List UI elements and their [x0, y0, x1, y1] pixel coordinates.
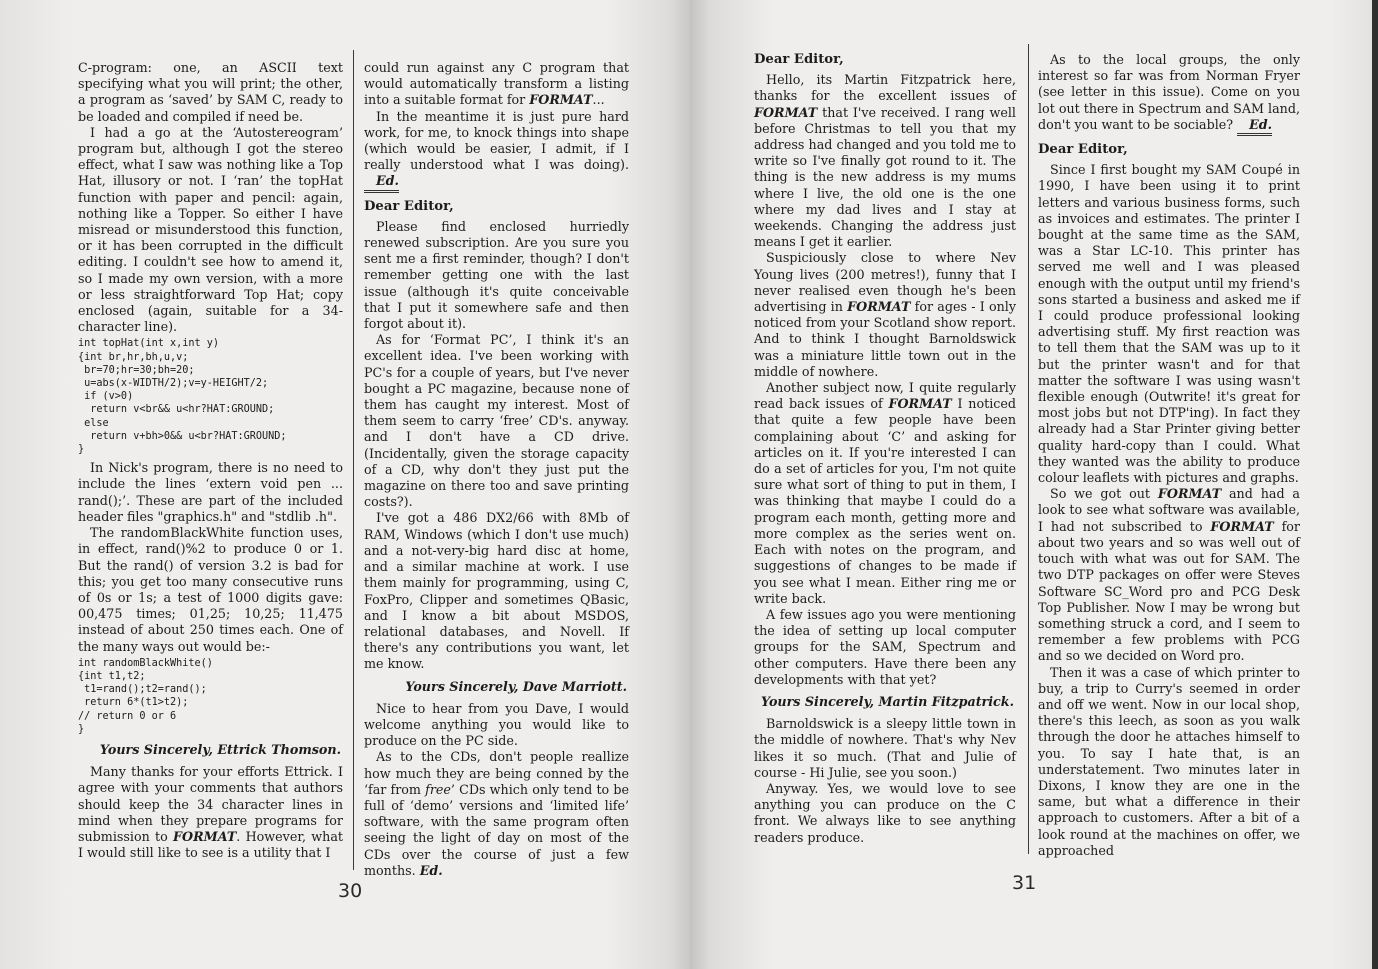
paragraph: Since I first bought my SAM Coupé in 1990, I have been using it to print letters and various business forms, such as invoices and estimates. The printer I bought at the same time as the SAM, was a Star LC-10. This printer has served me well and I was pleased enough with the output until my friend's sons started a business and asked me if I could produce professional looking advertising stuff. My first reaction was to tell them that the SAM was up to it but the printer wasn't and for that matter the software I was using wasn't flexible enough (Outwrite! it's great for most jobs but not DTP'ing). In fact they already had a Star Printer giving better quality hard-copy than I could. What they wanted was the ability to produce colour leaflets with pictures and graphs.	[1038, 162, 1300, 486]
paragraph: C-program: one, an ASCII text specifying what you will print; the other, a program as ‘saved’ by SAM C, ready to be loaded and compiled if need be.	[78, 60, 343, 124]
signature-martin-fitzpatrick: Yours Sincerely, Martin Fitzpatrick.	[760, 693, 1014, 709]
column-divider	[353, 50, 354, 870]
page-31-column-1	[754, 52, 1016, 846]
paragraph: I've got a 486 DX2/66 with 8Mb of RAM, Windows (which I don't use much) and a not-very-big hard disc at home, and a similar machine at work. I use them mainly for programming, using C, FoxPro, Clipper and sometimes QBasic, and I know a bit about MSDOS, relational databases, and Novell. If there's any contributions you want, let me know.	[364, 510, 629, 672]
paragraph: Anyway. Yes, we would love to see anything you can produce on the C front. We always like to see anything readers produce.	[754, 780, 1016, 845]
paragraph: Barnoldswick is a sleepy little town in the middle of nowhere. That's why Nev likes it so much. (That and Julie of course - Hi Julie, see you soon.)	[754, 716, 1016, 780]
paragraph: Many thanks for your efforts Ettrick. I agree with your comments that authors should keep the 34 character lines in mind when they prepare programs for submission to FORMAT. However, what I would still like to see is a utility that I	[78, 764, 343, 861]
editor-sign: Ed.	[376, 173, 399, 189]
paragraph: could run against any C program that would automatically transform a listing into a suitable format for FORMAT...	[364, 60, 629, 108]
page-31-column-2	[1038, 52, 1300, 859]
letter-heading: Dear Editor,	[754, 52, 844, 67]
paragraph: As for ‘Format PC’, I think it's an excellent idea. I've been working with PC's for a couple of years, but I've never bought a PC magazine, because none of them has caught my interest. Most of them seem to carry ‘free’ CD's. anyway. and I don't have a CD drive. (Incidentally, given the storage capacity of a CD, why don't they just put the magazine on there too and save printing costs?).	[364, 332, 629, 510]
code-listing-random: int randomBlackWhite() {int t1,t2; t1=rand();t2=rand(); return 6*(t1>t2); // return 0 or 6 }	[78, 657, 213, 735]
paragraph: Hello, its Martin Fitzpatrick here, thanks for the excellent issues of FORMAT that I've received. I rang well before Christmas to tell you that my address had changed and you told me to write so I've finally got round to it. The thing is the new address is my mums where I live, the old one is the one where my dad lives and I stay at weekends. Changing the address just means I get it earlier.	[754, 72, 1016, 250]
paragraph: So we got out FORMAT and had a look to see what software was available, I had not subscribed to FORMAT for about two years and so was well out of touch with what was out for SAM. The two DTP packages on offer were Steves Software SC_Word pro and PCG Desk Top Publisher. Now I may be wrong but something struck a cord, and I seem to remember a few problems with PCG and so we decided on Word pro.	[1038, 486, 1300, 664]
paragraph: Another subject now, I quite regularly read back issues of FORMAT I noticed that quite a few people have been complaining about ‘C’ and asking for articles on it. If you're interested I can do a set of articles for you, I'm not quite sure what sort of thing to put in them, I was thinking that maybe I could do a program each month, getting more and more complex as the series went on. Each with notes on the program, and suggestions of changes to be made if you see what I mean. Either ring me or write back.	[754, 380, 1016, 606]
paragraph: In the meantime it is just pure hard work, for me, to knock things into shape (which would be easier, I admit, if I really understood what I was doing). Ed.	[364, 109, 629, 193]
paragraph: As to the CDs, don't people reallize how much they are being conned by the ‘far from free’ CDs which only tend to be full of ‘demo’ versions and ‘limited life’ software, with the same program often seeing the light of day on most of the CDs over the course of just a few months. Ed.	[364, 749, 629, 878]
page-30-column-2	[364, 60, 629, 879]
page-number: 31	[1012, 872, 1037, 894]
format-mark: FORMAT	[173, 828, 237, 844]
page-31	[690, 0, 1372, 969]
paragraph: I had a go at the ‘Autostereogram’ program but, although I got the stereo effect, what I saw was nothing like a Top Hat, illusory or not. I ‘ran’ the topHat function with paper and pencil: again, nothing like a Topper. So either I have misread or misunderstood this function, or it has been corrupted in the difficult editing. I couldn't see how to amend it, so I made my own version, with a more or less straightforward Top Hat; copy enclosed (again, suitable for a 34-character line).	[78, 124, 343, 335]
page-number: 30	[338, 880, 363, 902]
signature-dave-marriott: Yours Sincerely, Dave Marriott.	[405, 678, 627, 694]
paragraph: Then it was a case of which printer to buy, a trip to Curry's seemed in order and off we went. Now in our local shop, there's this leech, as soon as you walk through the door he attaches himself to you. To say I hate that, is an understatement. Two minutes later in Dixons, I know they are one in the same, but what a difference in their approach to customers. After a bit of a look round at the machines on offer, we approached	[1038, 664, 1300, 858]
paragraph: The randomBlackWhite function uses, in effect, rand()%2 to produce 0 or 1. But the rand() of version 3.2 is bad for this; you get too many consecutive runs of 0s or 1s; a test of 1000 digits gave: 00,475 times; 01,25; 10,25; 11,475 instead of about 250 times each. One of the many ways out would be:-	[78, 525, 343, 654]
scan-edge	[1372, 0, 1378, 969]
page-30-column-1	[78, 60, 343, 861]
paragraph: Nice to hear from you Dave, I would welcome anything you would like to produce on the PC side.	[364, 700, 629, 749]
signature-ettrick-thomson: Yours Sincerely, Ettrick Thomson.	[99, 741, 341, 757]
letter-heading: Dear Editor,	[1038, 142, 1128, 158]
paragraph: Suspiciously close to where Nev Young lives (200 metres!), funny that I never realised even though he's been advertising in FORMAT for ages - I only noticed from your Scotland show report. And to think I thought Barnoldswick was a miniature little town out in the middle of nowhere.	[754, 250, 1016, 379]
paragraph: Please find enclosed hurriedly renewed subscription. Are you sure you sent me a first reminder, though? I don't remember getting one with the last issue (although it's quite conceivable that I put it somewhere safe and then forgot about it).	[364, 218, 629, 332]
paragraph: A few issues ago you were mentioning the idea of setting up local computer groups for the SAM, Spectrum and other computers. Have there been any developments with that yet?	[754, 606, 1016, 687]
paragraph: In Nick's program, there is no need to include the lines ‘extern void pen ... rand();’. These are part of the included header files "graphics.h" and "stdlib .h".	[78, 460, 343, 524]
code-listing-tophat: int topHat(int x,int y) {int br,hr,bh,u,v; br=70;hr=30;bh=20; u=abs(x-WIDTH/2);v=y-HEIGHT/2; if (v>0) return v<br&& u<hr?HAT:GROUND; else return v+bh>0&& u<br?HAT:GROUND; }	[78, 338, 287, 456]
column-divider	[1028, 44, 1029, 854]
paragraph: As to the local groups, the only interest so far was from Norman Fryer (see letter in this issue). Come on you lot out there in Spectrum and SAM land, don't you want to be sociable? Ed.	[1038, 52, 1300, 136]
letter-heading: Dear Editor,	[364, 198, 454, 214]
